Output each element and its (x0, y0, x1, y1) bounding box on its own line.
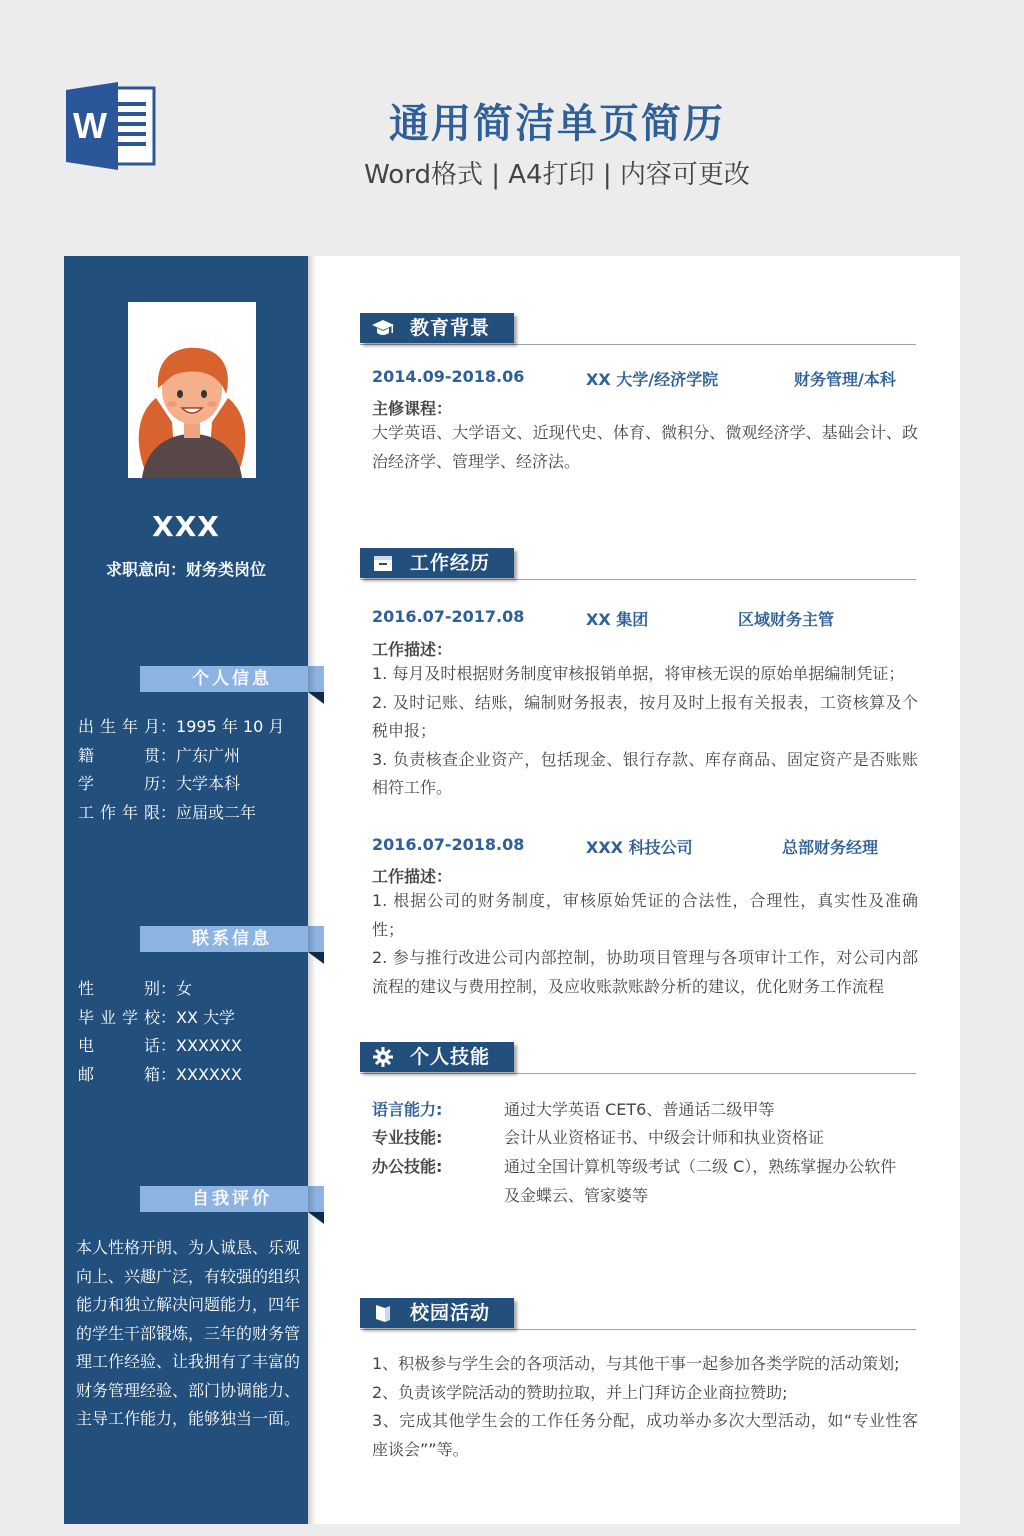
job-date: 2016.07-2017.08 (372, 607, 525, 626)
skill-key: 办公技能: (372, 1157, 443, 1176)
job-desc-line: 1. 每月及时根据财务制度审核报销单据，将审核无误的原始单据编制凭证； (372, 664, 905, 683)
book-icon (372, 1303, 394, 1323)
job-desc-line: 2. 参与推行改进公司内部控制，协助项目管理与各项审计工作，对公司内部流程的建议与费用控制，及应收账款账龄分析的建议，优化财务工作流程 (372, 948, 918, 996)
word-logo-letter: W (73, 105, 107, 146)
info-row: 毕业学校：XX 大学 (78, 1007, 236, 1027)
job-intent: 求职意向：财务类岗位 (105, 560, 266, 579)
briefcase-icon (372, 553, 394, 573)
education-date: 2014.09-2018.06 (372, 367, 525, 386)
skills-header (360, 1042, 916, 1074)
course-label: 主修课程： (372, 399, 453, 418)
job-date: 2016.07-2018.08 (372, 835, 525, 854)
contact-info-list (78, 975, 308, 1090)
sidebar-shadow (308, 256, 316, 1524)
contact-info-tag: 联系信息 (140, 926, 324, 952)
info-row: 学历：大学本科 (78, 774, 241, 794)
personal-info-list (78, 713, 308, 828)
campus-line: 2、负责该学院活动的赞助拉取，并上门拜访企业商拉赞助; (372, 1382, 788, 1402)
page-subtitle: Word格式 | A4打印 | 内容可更改 (364, 160, 750, 190)
job-desc-line: 2. 及时记账、结账，编制财务报表，按月及时上报有关报表，工资核算及个税申报； (372, 692, 918, 741)
job-position: 总部财务经理 (782, 838, 879, 857)
candidate-name: XXX (152, 510, 220, 543)
self-eval-tag: 自我评价 (140, 1186, 324, 1212)
sidebar (64, 256, 308, 1524)
info-row: 性别：女 (78, 979, 193, 998)
job-desc-label: 工作描述： (372, 867, 453, 886)
job-position: 区域财务主管 (738, 610, 835, 629)
course-list: 大学英语、大学语文、近现代史、体育、微积分、微观经济学、基础会计、政治经济学、管理学、经济法。 (372, 423, 918, 471)
skill-key: 专业技能: (372, 1128, 443, 1147)
job-desc-line: 1. 根据公司的财务制度，审核原始凭证的合法性，合理性，真实性及准确性； (372, 891, 918, 939)
work-header (360, 548, 916, 580)
campus-header (360, 1298, 916, 1330)
gear-icon (372, 1047, 394, 1067)
work-title: 工作经历 (360, 548, 514, 578)
info-row: 邮箱：XXXXXX (78, 1065, 242, 1085)
personal-info-tag: 个人信息 (140, 666, 324, 692)
education-school: XX 大学/经济学院 (586, 370, 719, 389)
job-desc-1 (372, 660, 918, 803)
self-eval-text: 本人性格开朗、为人诚恳、乐观向上、兴趣广泛，有较强的组织能力和独立解决问题能力，四年的学生干部锻炼，三年的财务管理工作经验、让我拥有了丰富的财务管理经验、部门协调能力、主导工作能力，能够独当一面。 (76, 1238, 301, 1428)
skill-key: 语言能力: (372, 1100, 443, 1119)
avatar-illustration-icon (128, 302, 256, 478)
skill-value: 会计从业资格证书、中级会计师和执业资格证 (504, 1128, 825, 1147)
education-title: 教育背景 (360, 313, 514, 343)
info-row: 出生年月：1995 年 10 月 (78, 717, 285, 736)
campus-line: 3、完成其他学生会的工作任务分配，成功举办多次大型活动，如“专业性客座谈会””等。 (372, 1411, 918, 1459)
job-company: XXX 科技公司 (586, 838, 693, 857)
job-company: XX 集团 (586, 610, 649, 629)
graduation-cap-icon (372, 318, 394, 338)
job-desc-label: 工作描述： (372, 640, 453, 659)
resume-sheet (64, 256, 960, 1524)
education-header (360, 313, 916, 345)
education-major: 财务管理/本科 (794, 370, 896, 389)
skill-value: 通过大学英语 CET6、普通话二级甲等 (504, 1100, 775, 1119)
page-title: 通用简洁单页简历 (389, 101, 725, 147)
skills-title: 个人技能 (360, 1042, 514, 1072)
job-desc-line: 3. 负责核查企业资产，包括现金、银行存款、库存商品、固定资产是否账账相符工作。 (372, 749, 918, 798)
info-row: 电话：XXXXXX (78, 1036, 242, 1056)
info-row: 工作年限：应届或二年 (78, 803, 257, 823)
avatar (128, 302, 256, 478)
info-row: 籍贯：广东广州 (78, 745, 241, 765)
campus-list (372, 1350, 918, 1464)
campus-line: 1、积极参与学生会的各项活动，与其他干事一起参加各类学院的活动策划; (372, 1354, 900, 1373)
main-content (360, 256, 918, 1524)
skill-value: 通过全国计算机等级考试（二级 C），熟练掌握办公软件及金蝶云、管家婆等 (504, 1157, 897, 1205)
campus-title: 校园活动 (360, 1298, 514, 1328)
job-desc-2 (372, 887, 918, 1001)
